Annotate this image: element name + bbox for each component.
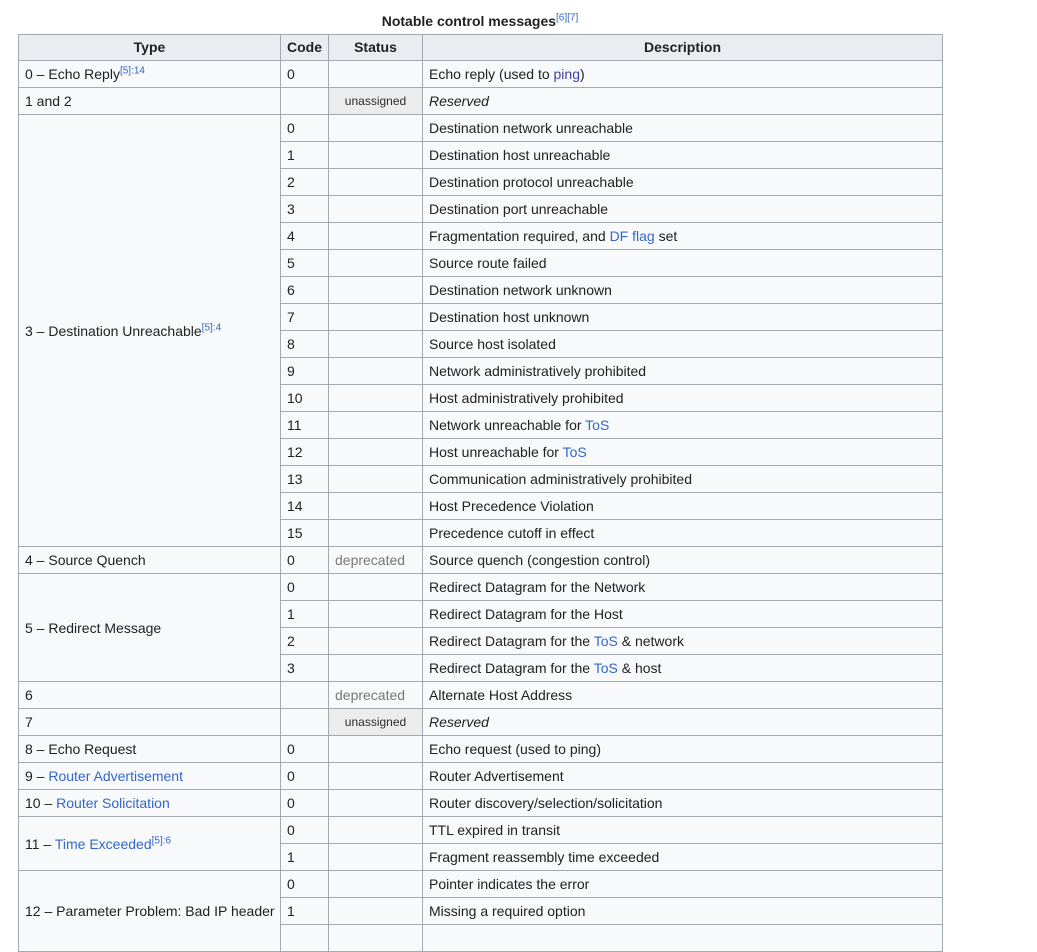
description-cell: [423, 115, 943, 142]
description-text: Router Advertisement: [429, 768, 564, 784]
description-cell: [423, 682, 943, 709]
type-label: 10 –: [25, 795, 57, 811]
description-text: Pointer indicates the error: [429, 876, 590, 892]
description-text: Host Precedence Violation: [429, 498, 594, 514]
description-cell: [423, 358, 943, 385]
status-cell: [329, 385, 423, 412]
description-cell: [423, 196, 943, 223]
code-cell: 15: [281, 520, 329, 547]
status-cell: [329, 277, 423, 304]
description-cell: [423, 925, 943, 952]
status-cell: [329, 196, 423, 223]
code-cell: 2: [281, 628, 329, 655]
type-label: 1 and 2: [25, 93, 72, 109]
description-text: Fragment reassembly time exceeded: [429, 849, 660, 865]
code-cell: [281, 925, 329, 952]
description-cell: [423, 277, 943, 304]
code-cell: [281, 88, 329, 115]
code-cell: [281, 709, 329, 736]
description-text: Router discovery/selection/solicitation: [429, 795, 663, 811]
description-text-suffix: ): [579, 66, 585, 82]
code-cell: 3: [281, 196, 329, 223]
code-cell: 1: [281, 898, 329, 925]
type-cell: [19, 871, 281, 952]
table-row: [19, 574, 943, 601]
description-cell: [423, 385, 943, 412]
code-cell: 8: [281, 331, 329, 358]
description-link[interactable]: ToS: [562, 444, 587, 460]
code-cell: 0: [281, 736, 329, 763]
description-cell: [423, 628, 943, 655]
reference-link[interactable]: [5]:4: [201, 321, 222, 333]
description-cell: [423, 898, 943, 925]
description-cell: [423, 736, 943, 763]
description-link[interactable]: DF flag: [609, 228, 655, 244]
description-cell: [423, 763, 943, 790]
code-cell: 11: [281, 412, 329, 439]
description-text: Precedence cutoff in effect: [429, 525, 595, 541]
status-cell: [329, 223, 423, 250]
status-cell: [329, 601, 423, 628]
type-cell: [19, 682, 281, 709]
description-text-suffix: & host: [617, 660, 662, 676]
code-cell: 6: [281, 277, 329, 304]
description-cell: [423, 331, 943, 358]
table-row: [19, 61, 943, 88]
table-row: [19, 817, 943, 844]
code-cell: 10: [281, 385, 329, 412]
table-row: [19, 790, 943, 817]
description-text: Destination network unknown: [429, 282, 612, 298]
description-cell: [423, 439, 943, 466]
description-link[interactable]: ToS: [593, 633, 618, 649]
status-cell: [329, 925, 423, 952]
code-cell: 5: [281, 250, 329, 277]
description-text: Redirect Datagram for the: [429, 633, 594, 649]
control-messages-table: [18, 34, 943, 952]
type-cell: [19, 709, 281, 736]
table-row: [19, 763, 943, 790]
status-cell: [329, 628, 423, 655]
code-cell: 1: [281, 601, 329, 628]
caption-text: Notable control messages: [381, 13, 557, 29]
header-code[interactable]: Code: [281, 35, 329, 61]
description-cell: [423, 547, 943, 574]
status-cell: [329, 817, 423, 844]
reference-link[interactable]: [5]:14: [119, 65, 145, 77]
description-text: Host unreachable for: [429, 444, 563, 460]
type-label: 12 – Parameter Problem: Bad IP header: [25, 903, 275, 919]
description-text: Network unreachable for: [429, 417, 586, 433]
status-cell: [329, 304, 423, 331]
description-cell: [423, 520, 943, 547]
code-cell: 13: [281, 466, 329, 493]
description-text: Fragmentation required, and: [429, 228, 610, 244]
type-cell: [19, 61, 281, 88]
code-cell: 0: [281, 115, 329, 142]
status-cell: [329, 493, 423, 520]
description-cell: [423, 223, 943, 250]
description-text: Redirect Datagram for the: [429, 660, 594, 676]
code-cell: 12: [281, 439, 329, 466]
type-label: 7: [25, 714, 33, 730]
type-cell: [19, 88, 281, 115]
description-text: Destination port unreachable: [429, 201, 609, 217]
code-cell: 0: [281, 574, 329, 601]
code-cell: 14: [281, 493, 329, 520]
code-cell: 7: [281, 304, 329, 331]
status-cell: [329, 115, 423, 142]
reserved-label: Reserved: [429, 93, 489, 109]
description-cell: [423, 844, 943, 871]
code-cell: [281, 682, 329, 709]
code-cell: 0: [281, 763, 329, 790]
type-cell: [19, 736, 281, 763]
caption-refs[interactable]: [6][7]: [556, 12, 579, 24]
description-text: Redirect Datagram for the Network: [429, 579, 646, 595]
description-cell: [423, 790, 943, 817]
description-cell: [423, 304, 943, 331]
description-text: Echo reply (used to: [429, 66, 554, 82]
description-cell: [423, 871, 943, 898]
description-text: Destination host unreachable: [429, 147, 611, 163]
status-cell: [329, 790, 423, 817]
description-text: Destination protocol unreachable: [429, 174, 634, 190]
status-cell: unassigned: [329, 709, 423, 736]
description-text: Source host isolated: [429, 336, 556, 352]
code-cell: 9: [281, 358, 329, 385]
header-status[interactable]: Status: [329, 35, 423, 61]
description-cell: [423, 817, 943, 844]
description-text: Missing a required option: [429, 903, 586, 919]
status-cell: [329, 655, 423, 682]
code-cell: 0: [281, 790, 329, 817]
reference-link[interactable]: [5]:6: [151, 834, 172, 846]
status-cell: [329, 61, 423, 88]
status-cell: [329, 466, 423, 493]
status-cell: [329, 142, 423, 169]
header-row: [19, 35, 943, 61]
description-link[interactable]: ToS: [585, 417, 610, 433]
type-link[interactable]: Router Solicitation: [56, 795, 170, 811]
type-cell: [19, 790, 281, 817]
code-cell: 0: [281, 817, 329, 844]
table-body: [19, 61, 943, 952]
description-text: Echo request (used to ping): [429, 741, 601, 757]
status-cell: [329, 574, 423, 601]
description-cell: [423, 601, 943, 628]
status-cell: deprecated: [329, 682, 423, 709]
reserved-label: Reserved: [429, 714, 489, 730]
description-cell: [423, 493, 943, 520]
type-label: 8 – Echo Request: [25, 741, 137, 757]
code-cell: 3: [281, 655, 329, 682]
description-text: Alternate Host Address: [429, 687, 573, 703]
type-cell: [19, 817, 281, 871]
status-cell: [329, 520, 423, 547]
type-label: 3 – Destination Unreachable: [25, 322, 202, 339]
description-text-suffix: set: [654, 228, 678, 244]
description-cell: [423, 655, 943, 682]
status-cell: [329, 439, 423, 466]
table-row: [19, 88, 943, 115]
status-cell: deprecated: [329, 547, 423, 574]
description-text: Destination host unknown: [429, 309, 590, 325]
table-row: [19, 871, 943, 898]
description-text: TTL expired in transit: [429, 822, 560, 838]
description-cell: [423, 88, 943, 115]
header-description[interactable]: Description: [423, 35, 943, 61]
description-text-suffix: & network: [617, 633, 684, 649]
code-cell: 2: [281, 169, 329, 196]
description-cell: [423, 709, 943, 736]
type-label: 4 – Source Quench: [25, 552, 146, 568]
status-cell: [329, 871, 423, 898]
code-cell: 4: [281, 223, 329, 250]
type-link[interactable]: Time Exceeded: [54, 835, 152, 852]
description-text: Redirect Datagram for the Host: [429, 606, 623, 622]
description-cell: [423, 61, 943, 88]
description-cell: [423, 142, 943, 169]
description-cell: [423, 250, 943, 277]
status-cell: [329, 169, 423, 196]
code-cell: 1: [281, 844, 329, 871]
type-link[interactable]: Router Advertisement: [48, 768, 183, 784]
type-label: 9 –: [25, 768, 49, 784]
table-row: [19, 709, 943, 736]
code-cell: 0: [281, 871, 329, 898]
type-label: 5 – Redirect Message: [25, 619, 162, 636]
status-cell: [329, 763, 423, 790]
status-cell: [329, 898, 423, 925]
status-cell: [329, 844, 423, 871]
description-text: Host administratively prohibited: [429, 390, 624, 406]
description-link[interactable]: ping: [553, 66, 580, 82]
description-cell: [423, 169, 943, 196]
type-cell: [19, 574, 281, 682]
code-cell: 0: [281, 547, 329, 574]
type-cell: [19, 547, 281, 574]
type-label: 6: [25, 687, 33, 703]
description-text: Source route failed: [429, 255, 547, 271]
table-row: [19, 682, 943, 709]
description-cell: [423, 574, 943, 601]
table-row: [19, 115, 943, 142]
type-cell: [19, 115, 281, 547]
description-cell: [423, 466, 943, 493]
status-cell: [329, 358, 423, 385]
status-cell: [329, 331, 423, 358]
table-row: [19, 736, 943, 763]
code-cell: 1: [281, 142, 329, 169]
description-link[interactable]: ToS: [593, 660, 618, 676]
description-text: Network administratively prohibited: [429, 363, 647, 379]
description-text: Source quench (congestion control): [429, 552, 651, 568]
type-label: 0 – Echo Reply: [25, 66, 120, 82]
header-type[interactable]: Type: [19, 35, 281, 61]
table-caption: [18, 13, 942, 29]
code-cell: 0: [281, 61, 329, 88]
type-cell: [19, 763, 281, 790]
status-cell: [329, 736, 423, 763]
description-text: Communication administratively prohibited: [429, 471, 693, 487]
description-text: Destination network unreachable: [429, 120, 633, 136]
description-cell: [423, 412, 943, 439]
status-cell: [329, 412, 423, 439]
status-cell: [329, 250, 423, 277]
status-cell: unassigned: [329, 88, 423, 115]
table-row: [19, 547, 943, 574]
type-label: 11 –: [25, 835, 55, 852]
